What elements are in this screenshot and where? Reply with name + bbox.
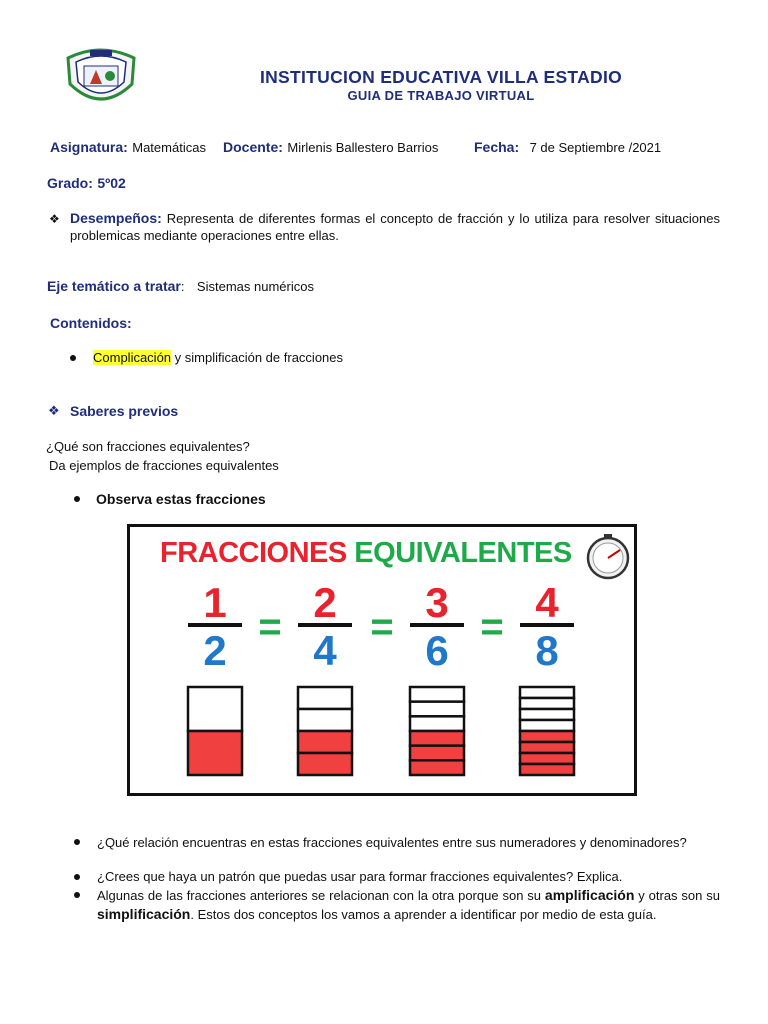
fraction-segment xyxy=(520,687,574,698)
figure-title-green: EQUIVALENTES xyxy=(354,537,572,569)
grado-label: Grado: xyxy=(47,175,93,191)
fraction-denominator: 8 xyxy=(535,627,559,674)
eje-line xyxy=(47,278,314,296)
eje-colon: : xyxy=(180,279,185,294)
fraction-segment xyxy=(298,731,352,753)
school-title: INSTITUCION EDUCATIVA VILLA ESTADIO xyxy=(259,67,623,87)
fraction-segment xyxy=(520,698,574,709)
fraction-numerator: 3 xyxy=(425,579,449,626)
fecha-line xyxy=(474,139,661,157)
fraction-segment xyxy=(520,742,574,753)
q3-simplificacion: simplificación xyxy=(97,906,191,922)
diamond-bullet-icon: ❖ xyxy=(49,212,60,226)
fractions-graphic xyxy=(130,527,634,793)
fraction-segment xyxy=(410,687,464,702)
saberes-q1: ¿Qué son fracciones equivalentes? xyxy=(46,439,250,454)
desempenos-block xyxy=(70,210,720,244)
bullet-icon xyxy=(74,839,80,845)
saberes-diamond-icon: ❖ xyxy=(48,403,60,418)
contenidos-highlight: Complicación xyxy=(93,350,172,365)
fraction-segment xyxy=(520,709,574,720)
fecha-value: 7 de Septiembre /2021 xyxy=(529,140,662,155)
eje-value: Sistemas numéricos xyxy=(196,279,314,294)
question-1: ¿Qué relación encuentras en estas fracciones equivalentes entre sus numeradores y denominadores? xyxy=(97,835,687,850)
saberes-q2: Da ejemplos de fracciones equivalentes xyxy=(49,458,279,473)
contenidos-label: Contenidos: xyxy=(50,315,132,331)
q3-text-e: . Estos dos conceptos los vamos a aprender a identificar por medio de esta guía. xyxy=(190,907,657,922)
docente-line xyxy=(223,139,438,157)
q3-text-a: Algunas de las fracciones anteriores se relacionan con la otra porque son su xyxy=(97,888,545,903)
asignatura-label: Asignatura: xyxy=(50,139,128,155)
fraction-segment xyxy=(298,753,352,775)
docente-label: Docente: xyxy=(223,139,283,155)
fraction-segment xyxy=(520,720,574,731)
eje-label: Eje temático a tratar xyxy=(47,278,181,294)
fraction-denominator: 6 xyxy=(425,627,449,674)
fraction-segment xyxy=(188,731,242,775)
equals-sign: = xyxy=(370,605,394,649)
fecha-label: Fecha: xyxy=(474,139,520,155)
fraction-numerator: 4 xyxy=(535,579,559,626)
fractions-figure xyxy=(127,524,637,796)
desempenos-text: Representa de diferentes formas el concepto de fracción y lo utiliza para resolver situaciones problemicas mediante operaciones entre ellas. xyxy=(70,211,720,243)
fraction-segment xyxy=(520,731,574,742)
fraction-denominator: 4 xyxy=(313,627,337,674)
contenidos-item xyxy=(93,350,343,365)
equals-sign: = xyxy=(258,605,282,649)
equals-sign: = xyxy=(480,605,504,649)
contenidos-rest: y simplificación de fracciones xyxy=(171,350,344,365)
grado-line xyxy=(47,175,126,193)
docente-value: Mirlenis Ballestero Barrios xyxy=(287,140,439,155)
fraction-segment xyxy=(520,764,574,775)
info-line xyxy=(50,139,206,157)
asignatura-value: Matemáticas xyxy=(132,140,206,155)
fraction-numerator: 1 xyxy=(203,579,227,626)
fraction-denominator: 2 xyxy=(203,627,227,674)
bullet-icon xyxy=(74,874,80,880)
fraction-numerator: 2 xyxy=(313,579,337,626)
fraction-segment xyxy=(410,760,464,775)
fraction-segment xyxy=(298,709,352,731)
fraction-segment xyxy=(410,731,464,746)
grado-value: 5º02 xyxy=(97,175,126,191)
question-3 xyxy=(97,886,720,924)
figure-title-red: FRACCIONES xyxy=(160,537,347,569)
saberes-label: Saberes previos xyxy=(70,403,179,419)
guide-subtitle: GUIA DE TRABAJO VIRTUAL xyxy=(347,88,535,103)
school-logo xyxy=(60,44,142,112)
fraction-segment xyxy=(520,753,574,764)
fraction-segment xyxy=(188,687,242,731)
q3-amplificacion: amplificación xyxy=(544,887,635,903)
fraction-segment xyxy=(410,716,464,731)
desempenos-label: Desempeños: xyxy=(70,210,162,226)
fraction-segment xyxy=(410,702,464,717)
question-2: ¿Crees que haya un patrón que puedas usar para formar fracciones equivalentes? Explica. xyxy=(97,869,623,884)
q3-text-c: y otras son su xyxy=(634,888,720,903)
bullet-icon xyxy=(74,496,80,502)
observa-label: Observa estas fracciones xyxy=(96,491,266,507)
bullet-icon xyxy=(70,355,76,361)
fraction-segment xyxy=(410,746,464,761)
fraction-segment xyxy=(298,687,352,709)
bullet-icon xyxy=(74,892,80,898)
